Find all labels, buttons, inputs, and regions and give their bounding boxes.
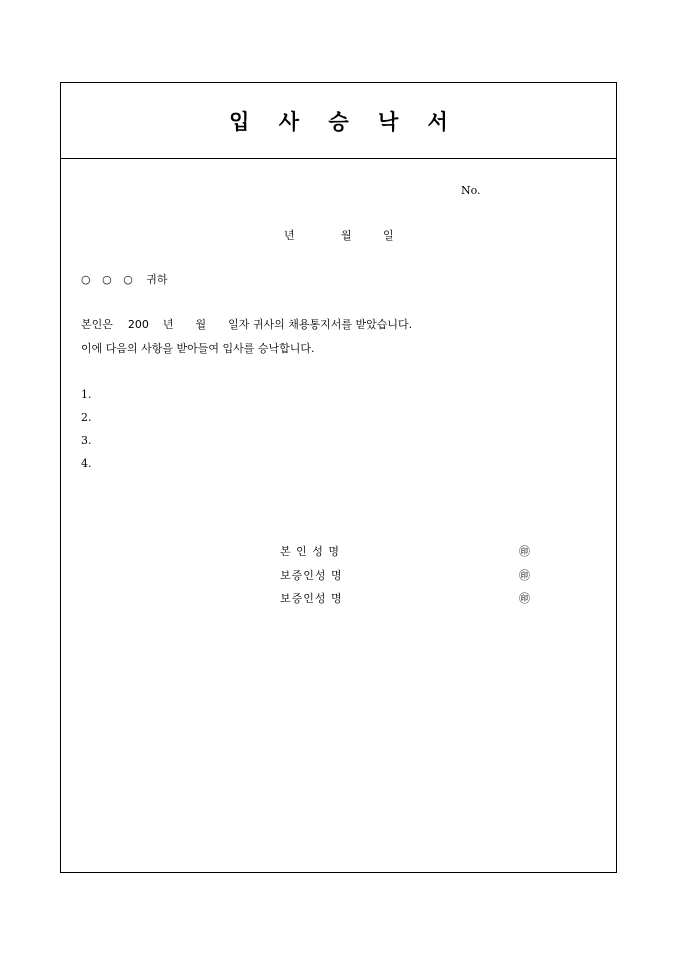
- body-line-1-prefix: 본인은: [81, 318, 113, 331]
- seal-mark-icon: ㊞: [519, 545, 530, 558]
- date-day-label: 일: [383, 229, 394, 242]
- signature-label-guarantor-1: 보증인성 명: [280, 569, 343, 582]
- recipient-line: [81, 273, 168, 287]
- document-title: 입 사 승 낙 서: [229, 108, 459, 134]
- body-line-1-year-unit: 년: [162, 318, 174, 331]
- list-item: 4.: [81, 457, 92, 470]
- list-item: 3.: [81, 434, 92, 447]
- body-line-1-rest: 일자 귀사의 채용통지서를 받았습니다.: [228, 318, 413, 331]
- body-line-1-year: 200: [127, 318, 149, 331]
- date-year-label: 년: [284, 229, 295, 242]
- list-item: 1.: [81, 388, 92, 401]
- document-frame: [60, 82, 617, 873]
- signature-label-guarantor-2: 보증인성 명: [280, 592, 343, 605]
- body-line-1-month: 월: [195, 318, 207, 331]
- seal-mark-icon: ㊞: [519, 592, 530, 605]
- serial-number-label: No.: [461, 184, 481, 197]
- title-box: [61, 83, 616, 159]
- recipient-honorific: 귀하: [146, 273, 168, 286]
- body-line-2: 이에 다음의 사항을 받아들여 입사를 승낙합니다.: [81, 342, 315, 355]
- body-line-1: [81, 318, 412, 332]
- list-item: 2.: [81, 411, 92, 424]
- date-month-label: 월: [341, 229, 352, 242]
- signature-label-self: 본 인 성 명: [280, 545, 340, 558]
- date-row: [284, 229, 394, 243]
- seal-mark-icon: ㊞: [519, 569, 530, 582]
- recipient-placeholder: ○ ○ ○: [81, 273, 137, 286]
